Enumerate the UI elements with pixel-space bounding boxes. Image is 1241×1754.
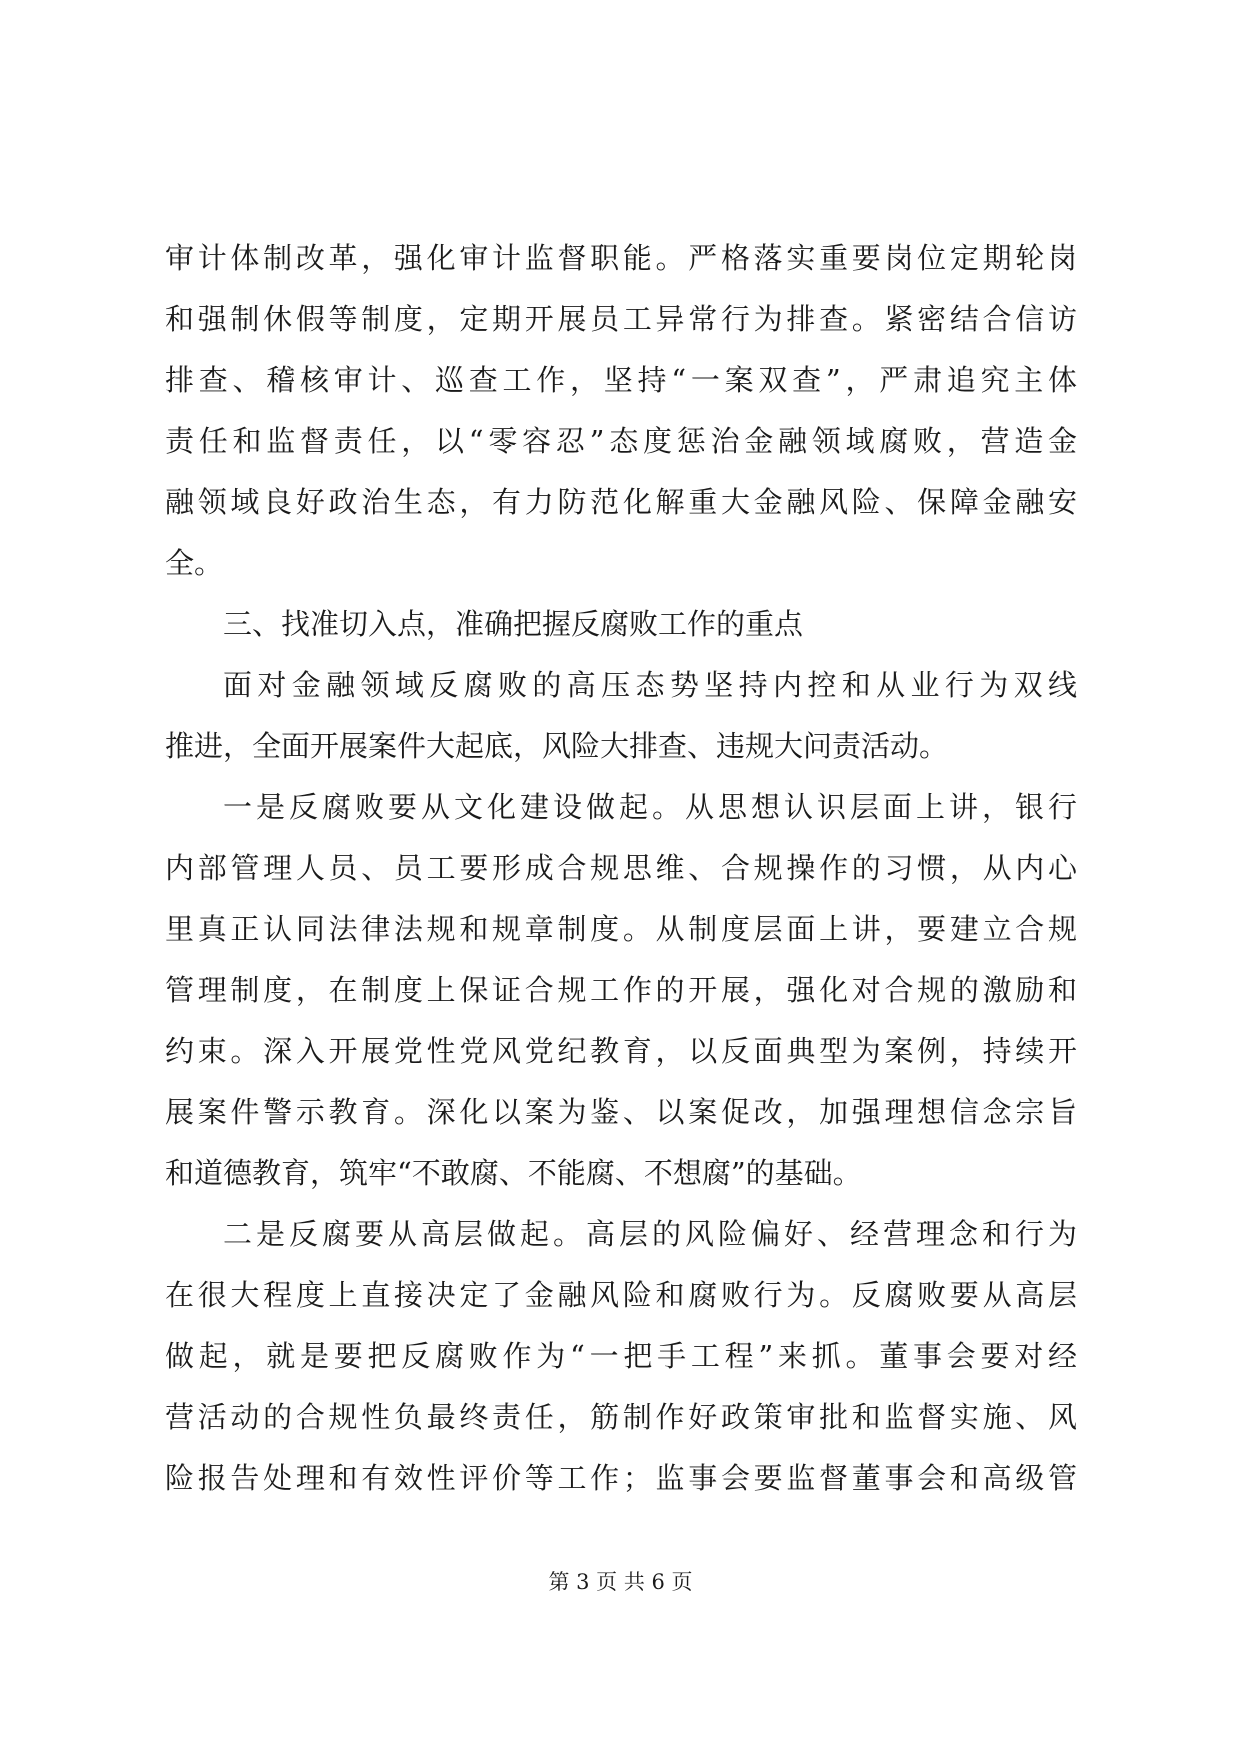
text-line: 里真正认同法律法规和规章制度。从制度层面上讲，要建立合规: [165, 912, 1077, 946]
text-line: 和道德教育，筑牢“不敢腐、不能腐、不想腐”的基础。: [165, 1156, 862, 1190]
text-line: 和强制休假等制度，定期开展员工异常行为排查。紧密结合信访: [165, 302, 1077, 336]
text-line: 融领域良好政治生态，有力防范化解重大金融风险、保障金融安: [165, 485, 1077, 519]
text-line: 险报告处理和有效性评价等工作；监事会要监督董事会和高级管: [165, 1461, 1077, 1495]
text-line: 排查、稽核审计、巡查工作，坚持“一案双查”，严肃追究主体: [165, 363, 1077, 397]
text-line: 内部管理人员、员工要形成合规思维、合规操作的习惯，从内心: [165, 851, 1077, 885]
text-line: 责任和监督责任，以“零容忍”态度惩治金融领域腐败，营造金: [165, 424, 1077, 458]
text-line: 全。: [165, 546, 224, 580]
text-line: 管理制度，在制度上保证合规工作的开展，强化对合规的激励和: [165, 973, 1077, 1007]
document-body: [165, 228, 1077, 1509]
text-line: 在很大程度上直接决定了金融风险和腐败行为。反腐败要从高层: [165, 1278, 1077, 1312]
text-line: 一是反腐败要从文化建设做起。从思想认识层面上讲，银行: [223, 790, 1077, 824]
text-line: 营活动的合规性负最终责任，筋制作好政策审批和监督实施、风: [165, 1400, 1077, 1434]
text-line: 推进，全面开展案件大起底，风险大排查、违规大问责活动。: [165, 729, 949, 763]
text-line: 面对金融领域反腐败的高压态势坚持内控和从业行为双线: [223, 668, 1077, 702]
text-line: 做起，就是要把反腐败作为“一把手工程”来抓。董事会要对经: [165, 1339, 1077, 1373]
text-line: 审计体制改革，强化审计监督职能。严格落实重要岗位定期轮岗: [165, 241, 1077, 275]
section-heading: 三、找准切入点，准确把握反腐败工作的重点: [223, 607, 804, 641]
text-line: 约束。深入开展党性党风党纪教育，以反面典型为案例，持续开: [165, 1034, 1077, 1068]
text-line: 二是反腐要从高层做起。高层的风险偏好、经营理念和行为: [223, 1217, 1077, 1251]
text-line: 展案件警示教育。深化以案为鉴、以案促改，加强理想信念宗旨: [165, 1095, 1077, 1129]
page-number-footer: 第 3 页 共 6 页: [548, 1570, 693, 1594]
